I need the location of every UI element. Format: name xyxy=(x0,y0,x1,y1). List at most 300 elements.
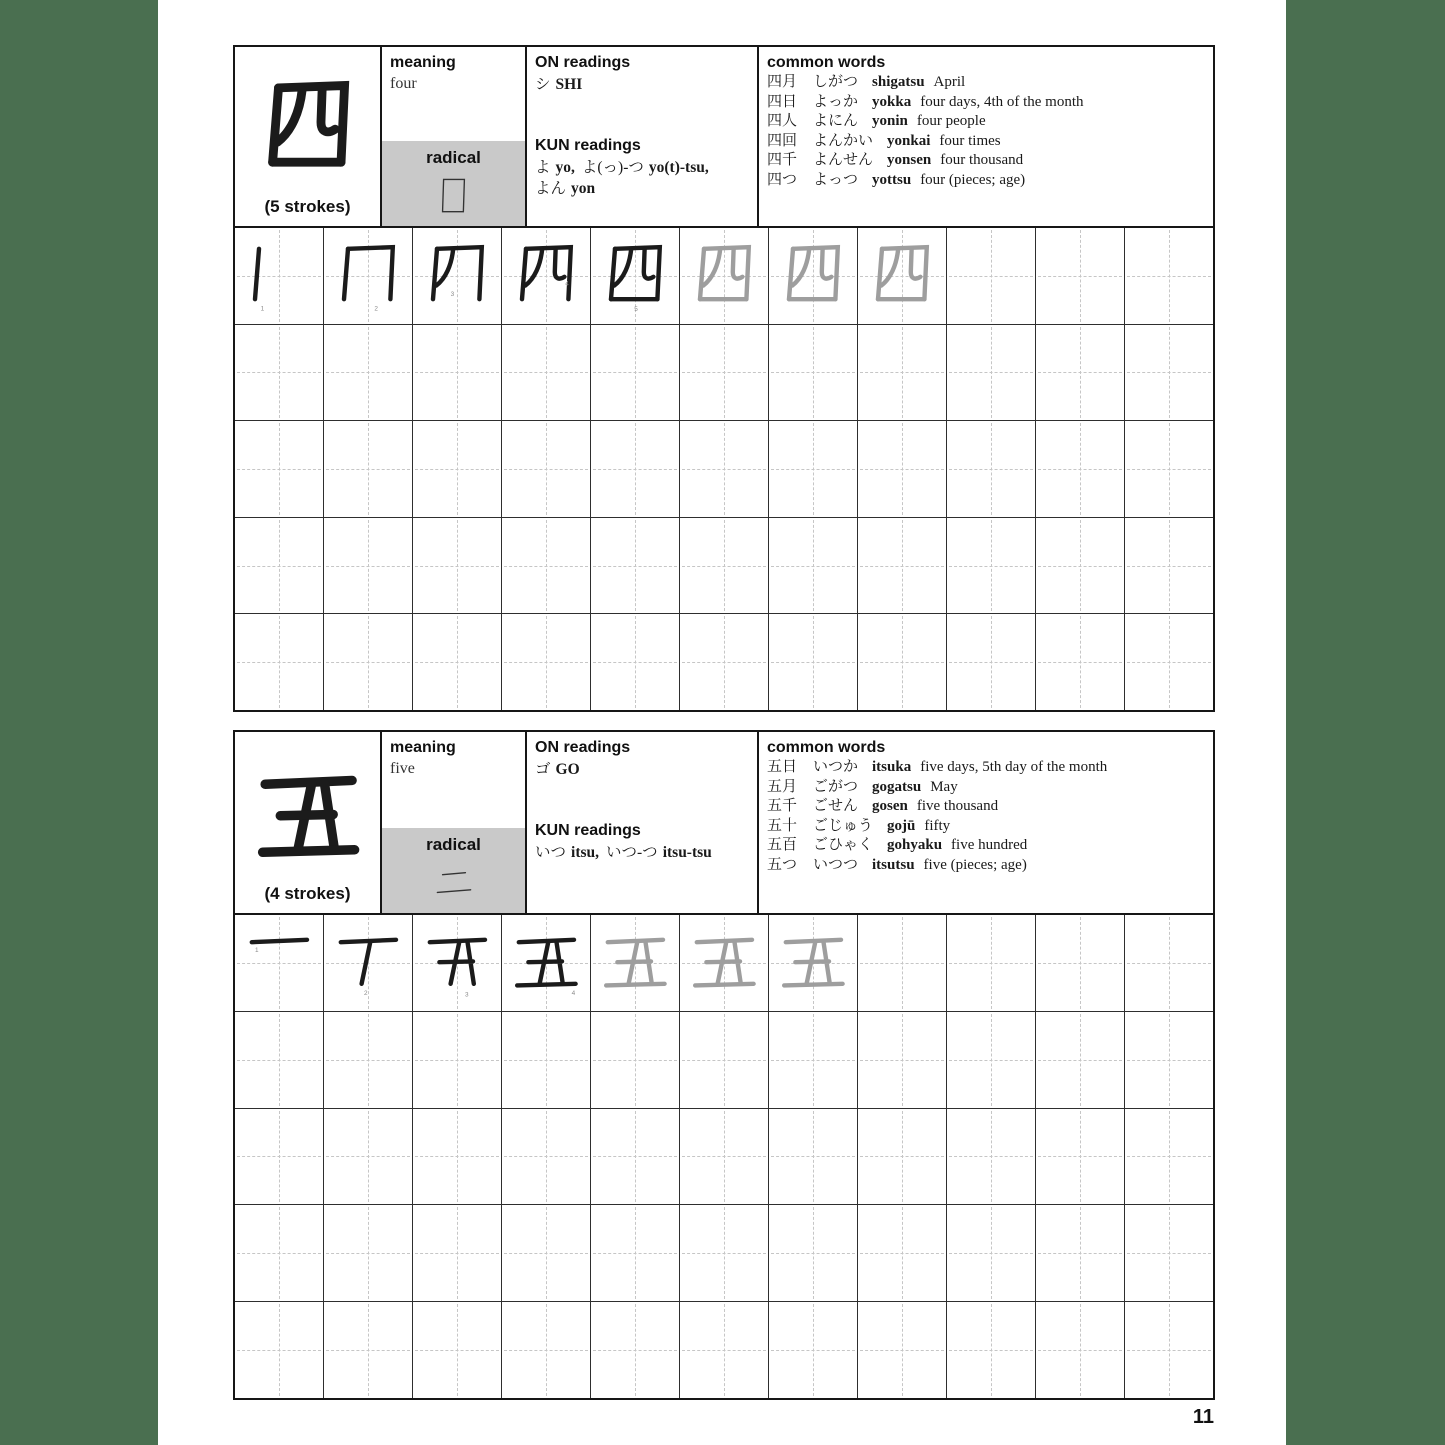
practice-cell xyxy=(857,325,946,421)
word-kana: よんせん xyxy=(813,152,874,168)
practice-cell xyxy=(679,1205,768,1301)
meaning-label: meaning xyxy=(390,54,456,71)
trace-stroke xyxy=(911,249,921,278)
word-kana: ごひゃく xyxy=(813,837,874,853)
practice-cell xyxy=(235,518,323,614)
practice-row xyxy=(235,1011,1213,1108)
stroke-order-cell xyxy=(946,228,1035,324)
practice-cell xyxy=(235,614,323,710)
kun-readings-label: KUN readings xyxy=(535,822,641,839)
practice-cell xyxy=(768,421,857,517)
workbook-page xyxy=(158,0,1286,1445)
practice-row xyxy=(235,420,1213,517)
word-english: April xyxy=(933,74,966,90)
practice-cell xyxy=(1035,1012,1124,1108)
word-english: five hundred xyxy=(951,837,1028,853)
common-words-cell xyxy=(759,732,1213,913)
practice-cell xyxy=(412,614,501,710)
radical-glyph xyxy=(426,856,482,908)
kanji-header xyxy=(233,45,1215,228)
common-word-row xyxy=(759,758,1213,778)
trace-stroke xyxy=(881,250,898,285)
stroke-order-cell xyxy=(412,915,501,1011)
kanji-cell xyxy=(235,47,382,226)
trace-stroke xyxy=(695,984,753,986)
reading-segment xyxy=(582,157,709,178)
trace-stroke xyxy=(878,249,882,299)
common-word-row xyxy=(759,73,1213,93)
practice-cell xyxy=(412,325,501,421)
practice-cell xyxy=(323,421,412,517)
practice-cell xyxy=(590,421,679,517)
trace-stroke xyxy=(882,247,927,299)
common-words-label: common words xyxy=(767,54,886,71)
practice-cell xyxy=(590,1205,679,1301)
on-readings-value xyxy=(527,73,757,96)
practice-cell xyxy=(679,1109,768,1205)
kanji-stroke xyxy=(615,247,660,299)
kanji-block-1 xyxy=(233,45,1215,712)
stroke-step-diagram xyxy=(239,233,319,319)
practice-cell xyxy=(768,518,857,614)
word-romaji: itsuka xyxy=(872,759,912,775)
practice-cell xyxy=(323,1012,412,1108)
readings-cell xyxy=(527,47,759,226)
word-romaji: gohyaku xyxy=(887,837,943,853)
practice-cell xyxy=(857,1205,946,1301)
word-kana: よっつ xyxy=(813,171,859,188)
practice-cell xyxy=(590,1109,679,1205)
practice-cell xyxy=(1124,1012,1213,1108)
reading-segment xyxy=(535,842,599,863)
stroke-step-diagram xyxy=(239,920,319,1006)
trace-kanji xyxy=(773,920,853,1006)
trace-kanji xyxy=(862,233,942,319)
stroke-order-cell xyxy=(679,228,768,324)
word-romaji: yottsu xyxy=(872,171,912,188)
radical-glyph xyxy=(426,169,482,221)
word-english: four times xyxy=(939,132,1001,149)
radical-box xyxy=(382,828,525,913)
stroke-order-cell xyxy=(235,228,323,324)
practice-cell xyxy=(768,325,857,421)
practice-cell xyxy=(1124,1109,1213,1205)
practice-cell xyxy=(1124,1302,1213,1398)
meaning-value: four xyxy=(390,75,417,92)
word-kanji: 五十 xyxy=(767,817,798,834)
kanji-stroke xyxy=(262,850,354,853)
practice-cell xyxy=(412,1205,501,1301)
practice-cell xyxy=(1124,325,1213,421)
radical-label: radical xyxy=(426,148,481,167)
word-english: five thousand xyxy=(916,798,999,814)
practice-cell xyxy=(1035,421,1124,517)
kun-readings-value xyxy=(527,841,757,864)
practice-row xyxy=(235,324,1213,421)
kanji-stroke xyxy=(611,249,615,299)
common-words-label: common words xyxy=(767,739,886,756)
practice-cell xyxy=(590,1302,679,1398)
practice-cell xyxy=(323,614,412,710)
practice-cell xyxy=(1124,518,1213,614)
reading-segment xyxy=(535,157,575,178)
practice-cell xyxy=(412,421,501,517)
radical-stroke xyxy=(437,890,470,893)
reading-segment xyxy=(535,759,580,780)
practice-cell xyxy=(857,518,946,614)
practice-cell xyxy=(768,1109,857,1205)
kanji-block-2 xyxy=(233,730,1215,1400)
practice-cell xyxy=(235,325,323,421)
stroke-order-cell xyxy=(412,228,501,324)
practice-cell xyxy=(1124,614,1213,710)
word-kana: ごじゅう xyxy=(813,817,874,834)
practice-row xyxy=(235,1301,1213,1398)
reading-kana: よ(っ)-つ xyxy=(581,159,644,176)
kanji-stroke xyxy=(362,941,371,983)
word-english: five days, 5th day of the month xyxy=(920,759,1108,775)
word-kana: ごがつ xyxy=(813,778,859,795)
trace-stroke xyxy=(822,249,832,278)
meaning-label: meaning xyxy=(390,739,456,756)
word-kanji: 四人 xyxy=(767,113,798,129)
practice-row xyxy=(235,1108,1213,1205)
stroke-step-diagram xyxy=(328,233,408,319)
stroke-step-number: 4 xyxy=(565,280,569,288)
kun-readings-value xyxy=(527,156,757,200)
on-readings-value xyxy=(527,758,757,781)
common-words-cell xyxy=(759,47,1213,226)
stroke-order-cell xyxy=(768,228,857,324)
word-kana: よっか xyxy=(813,93,859,110)
common-word-row xyxy=(759,112,1213,132)
practice-cell xyxy=(1035,325,1124,421)
practice-cell xyxy=(768,1012,857,1108)
stroke-step-diagram xyxy=(595,233,675,319)
trace-kanji xyxy=(595,920,675,1006)
practice-cell xyxy=(235,1109,323,1205)
practice-cell xyxy=(412,1109,501,1205)
stroke-step-number: 3 xyxy=(450,290,455,298)
practice-cell xyxy=(412,1012,501,1108)
stroke-order-cell xyxy=(235,915,323,1011)
word-kanji: 四日 xyxy=(767,93,798,110)
stroke-order-cell xyxy=(946,915,1035,1011)
stroke-count-label: (5 strokes) xyxy=(264,197,351,216)
reading-romaji: yo(t)-tsu, xyxy=(648,159,709,176)
on-readings-label: ON readings xyxy=(535,739,631,756)
reading-romaji: itsu-tsu xyxy=(662,844,712,861)
stroke-order-cell xyxy=(1124,915,1213,1011)
radical-label: radical xyxy=(426,835,481,854)
common-word-row xyxy=(759,836,1213,856)
reading-romaji: yon xyxy=(571,180,596,197)
kanji-stroke xyxy=(522,249,526,299)
stroke-order-row xyxy=(235,228,1213,324)
trace-stroke xyxy=(793,247,838,299)
stroke-step-number: 1 xyxy=(255,946,259,954)
page-number: 11 xyxy=(1192,1406,1214,1428)
stroke-order-cell xyxy=(1124,228,1213,324)
kanji-glyph xyxy=(245,754,371,880)
stroke-order-cell xyxy=(323,228,412,324)
common-word-row xyxy=(759,778,1213,798)
reading-romaji: yo, xyxy=(555,159,575,176)
practice-cell xyxy=(946,421,1035,517)
trace-stroke xyxy=(700,249,704,299)
word-kana: しがつ xyxy=(813,74,859,90)
word-kanji: 四回 xyxy=(767,132,798,149)
reading-kana: よ xyxy=(535,159,551,176)
kanji-stroke xyxy=(255,249,259,299)
kanji-stroke xyxy=(525,250,542,285)
word-english: four (pieces; age) xyxy=(920,171,1026,188)
practice-cell xyxy=(857,1302,946,1398)
practice-cell xyxy=(857,1109,946,1205)
practice-cell xyxy=(412,518,501,614)
practice-cell xyxy=(946,1302,1035,1398)
trace-kanji xyxy=(684,233,764,319)
stroke-order-cell xyxy=(1035,915,1124,1011)
word-romaji: yonsen xyxy=(887,152,932,168)
kanji-header xyxy=(233,730,1215,915)
common-word-row xyxy=(759,817,1213,837)
kanji-stroke xyxy=(433,249,437,299)
word-romaji: shigatsu xyxy=(872,74,925,90)
practice-cell xyxy=(501,1109,590,1205)
readings-cell xyxy=(527,732,759,913)
practice-cell xyxy=(768,614,857,710)
stroke-step-diagram xyxy=(328,920,408,1006)
practice-cell xyxy=(946,325,1035,421)
common-word-row xyxy=(759,93,1213,113)
stroke-order-row xyxy=(235,915,1213,1011)
stroke-step-number: 2 xyxy=(374,305,378,313)
word-romaji: yonin xyxy=(872,113,908,129)
stroke-step-number: 3 xyxy=(465,991,469,999)
stroke-order-cell xyxy=(679,915,768,1011)
reading-kana: よん xyxy=(535,180,567,197)
trace-stroke xyxy=(733,249,743,278)
practice-cell xyxy=(857,614,946,710)
word-kanji: 五つ xyxy=(767,856,798,873)
kanji-cell xyxy=(235,732,382,913)
word-kana: いつつ xyxy=(813,856,859,873)
trace-stroke xyxy=(784,984,842,986)
word-english: four people xyxy=(916,113,986,129)
stroke-step-diagram xyxy=(417,233,497,319)
on-readings-label: ON readings xyxy=(535,54,631,71)
radical-stroke xyxy=(442,873,465,875)
stroke-step-diagram xyxy=(506,233,586,319)
reading-kana: ゴ xyxy=(535,761,551,778)
stroke-order-cell xyxy=(590,228,679,324)
kanji-stroke xyxy=(517,984,575,986)
word-kanji: 四月 xyxy=(767,74,798,90)
practice-cell xyxy=(323,1109,412,1205)
word-english: five (pieces; age) xyxy=(923,856,1027,873)
practice-cell xyxy=(857,1012,946,1108)
kanji-stroke xyxy=(348,247,393,299)
practice-cell xyxy=(323,325,412,421)
reading-kana: シ xyxy=(535,76,551,93)
stroke-order-cell xyxy=(501,228,590,324)
common-word-row xyxy=(759,797,1213,817)
word-kanji: 五千 xyxy=(767,798,798,814)
practice-cell xyxy=(590,1012,679,1108)
word-kana: ごせん xyxy=(813,798,859,814)
stroke-order-cell xyxy=(857,915,946,1011)
trace-kanji xyxy=(684,920,764,1006)
practice-grid xyxy=(233,228,1215,712)
practice-cell xyxy=(590,614,679,710)
word-english: four thousand xyxy=(940,152,1024,168)
practice-cell xyxy=(1124,1205,1213,1301)
meaning-cell xyxy=(382,732,527,913)
stroke-step-number: 4 xyxy=(571,989,576,997)
practice-cell xyxy=(501,1302,590,1398)
stroke-step-number: 5 xyxy=(634,305,638,313)
kanji-stroke xyxy=(555,249,565,278)
practice-row xyxy=(235,1204,1213,1301)
practice-cell xyxy=(679,614,768,710)
kanji-stroke xyxy=(437,247,482,299)
kanji-glyph xyxy=(249,69,367,187)
practice-cell xyxy=(1035,518,1124,614)
stroke-step-number: 2 xyxy=(364,989,368,997)
practice-cell xyxy=(946,1109,1035,1205)
kanji-stroke xyxy=(526,247,571,299)
practice-cell xyxy=(501,518,590,614)
practice-cell xyxy=(1035,1302,1124,1398)
meaning-cell xyxy=(382,47,527,226)
word-romaji: itsutsu xyxy=(872,856,915,873)
practice-cell xyxy=(235,1205,323,1301)
common-word-row xyxy=(759,132,1213,152)
word-romaji: yokka xyxy=(872,93,912,110)
word-kanji: 四千 xyxy=(767,152,798,168)
practice-cell xyxy=(857,421,946,517)
stroke-order-cell xyxy=(501,915,590,1011)
kanji-stroke xyxy=(344,249,348,299)
reading-segment xyxy=(535,178,595,199)
practice-cell xyxy=(501,421,590,517)
word-kanji: 五百 xyxy=(767,837,798,853)
reading-segment xyxy=(535,74,582,95)
radical-box xyxy=(382,141,525,226)
reading-romaji: itsu, xyxy=(571,844,600,861)
practice-cell xyxy=(679,518,768,614)
stroke-order-cell xyxy=(768,915,857,1011)
kun-readings-label: KUN readings xyxy=(535,137,641,154)
practice-cell xyxy=(501,1012,590,1108)
word-kana: よにん xyxy=(813,113,859,129)
reading-kana: いつ xyxy=(535,844,567,861)
practice-cell xyxy=(235,1302,323,1398)
practice-cell xyxy=(323,1302,412,1398)
practice-cell xyxy=(768,1205,857,1301)
practice-cell xyxy=(946,614,1035,710)
practice-cell xyxy=(679,421,768,517)
practice-cell xyxy=(946,1012,1035,1108)
stroke-count-label: (4 strokes) xyxy=(264,884,351,903)
practice-cell xyxy=(679,1302,768,1398)
word-kanji: 四つ xyxy=(767,171,798,188)
stroke-order-cell xyxy=(1035,228,1124,324)
practice-cell xyxy=(501,614,590,710)
practice-cell xyxy=(679,325,768,421)
radical-stroke xyxy=(442,179,464,211)
trace-stroke xyxy=(703,250,720,285)
practice-cell xyxy=(590,518,679,614)
word-romaji: gogatsu xyxy=(872,778,922,795)
word-english: four days, 4th of the month xyxy=(920,93,1084,110)
reading-segment xyxy=(606,842,712,863)
practice-cell xyxy=(679,1012,768,1108)
word-kana: いつか xyxy=(813,759,859,775)
stroke-step-diagram xyxy=(417,920,497,1006)
practice-row xyxy=(235,517,1213,614)
kanji-stroke xyxy=(320,89,334,132)
practice-grid xyxy=(233,915,1215,1400)
stroke-order-cell xyxy=(857,228,946,324)
trace-stroke xyxy=(704,247,749,299)
word-romaji: gojū xyxy=(887,817,916,834)
common-word-row xyxy=(759,856,1213,876)
stroke-step-diagram xyxy=(506,920,586,1006)
word-kana: よんかい xyxy=(813,132,874,149)
trace-stroke xyxy=(792,250,809,285)
word-english: May xyxy=(930,778,958,795)
common-word-row xyxy=(759,151,1213,171)
stroke-order-cell xyxy=(323,915,412,1011)
practice-cell xyxy=(1035,614,1124,710)
stroke-order-cell xyxy=(590,915,679,1011)
practice-cell xyxy=(323,518,412,614)
practice-cell xyxy=(590,325,679,421)
word-kanji: 五日 xyxy=(767,759,798,775)
practice-cell xyxy=(501,325,590,421)
trace-stroke xyxy=(606,984,664,986)
meaning-value: five xyxy=(390,760,415,777)
common-word-row xyxy=(759,171,1213,191)
reading-romaji: GO xyxy=(555,761,580,778)
practice-cell xyxy=(946,1205,1035,1301)
kanji-stroke xyxy=(614,250,631,285)
word-kanji: 五月 xyxy=(767,778,798,795)
practice-cell xyxy=(1035,1109,1124,1205)
practice-row xyxy=(235,613,1213,710)
practice-cell xyxy=(412,1302,501,1398)
trace-kanji xyxy=(773,233,853,319)
word-romaji: gosen xyxy=(872,798,908,814)
practice-cell xyxy=(946,518,1035,614)
kanji-stroke xyxy=(644,249,654,278)
practice-cell xyxy=(235,421,323,517)
stroke-step-number: 1 xyxy=(260,305,265,313)
reading-kana: いつ-つ xyxy=(606,844,658,861)
practice-cell xyxy=(501,1205,590,1301)
practice-cell xyxy=(1035,1205,1124,1301)
word-english: fifty xyxy=(924,817,951,834)
trace-stroke xyxy=(789,249,793,299)
kanji-stroke xyxy=(436,250,453,285)
reading-romaji: SHI xyxy=(555,76,583,93)
kanji-stroke xyxy=(252,940,307,942)
practice-cell xyxy=(323,1205,412,1301)
practice-cell xyxy=(235,1012,323,1108)
practice-cell xyxy=(768,1302,857,1398)
